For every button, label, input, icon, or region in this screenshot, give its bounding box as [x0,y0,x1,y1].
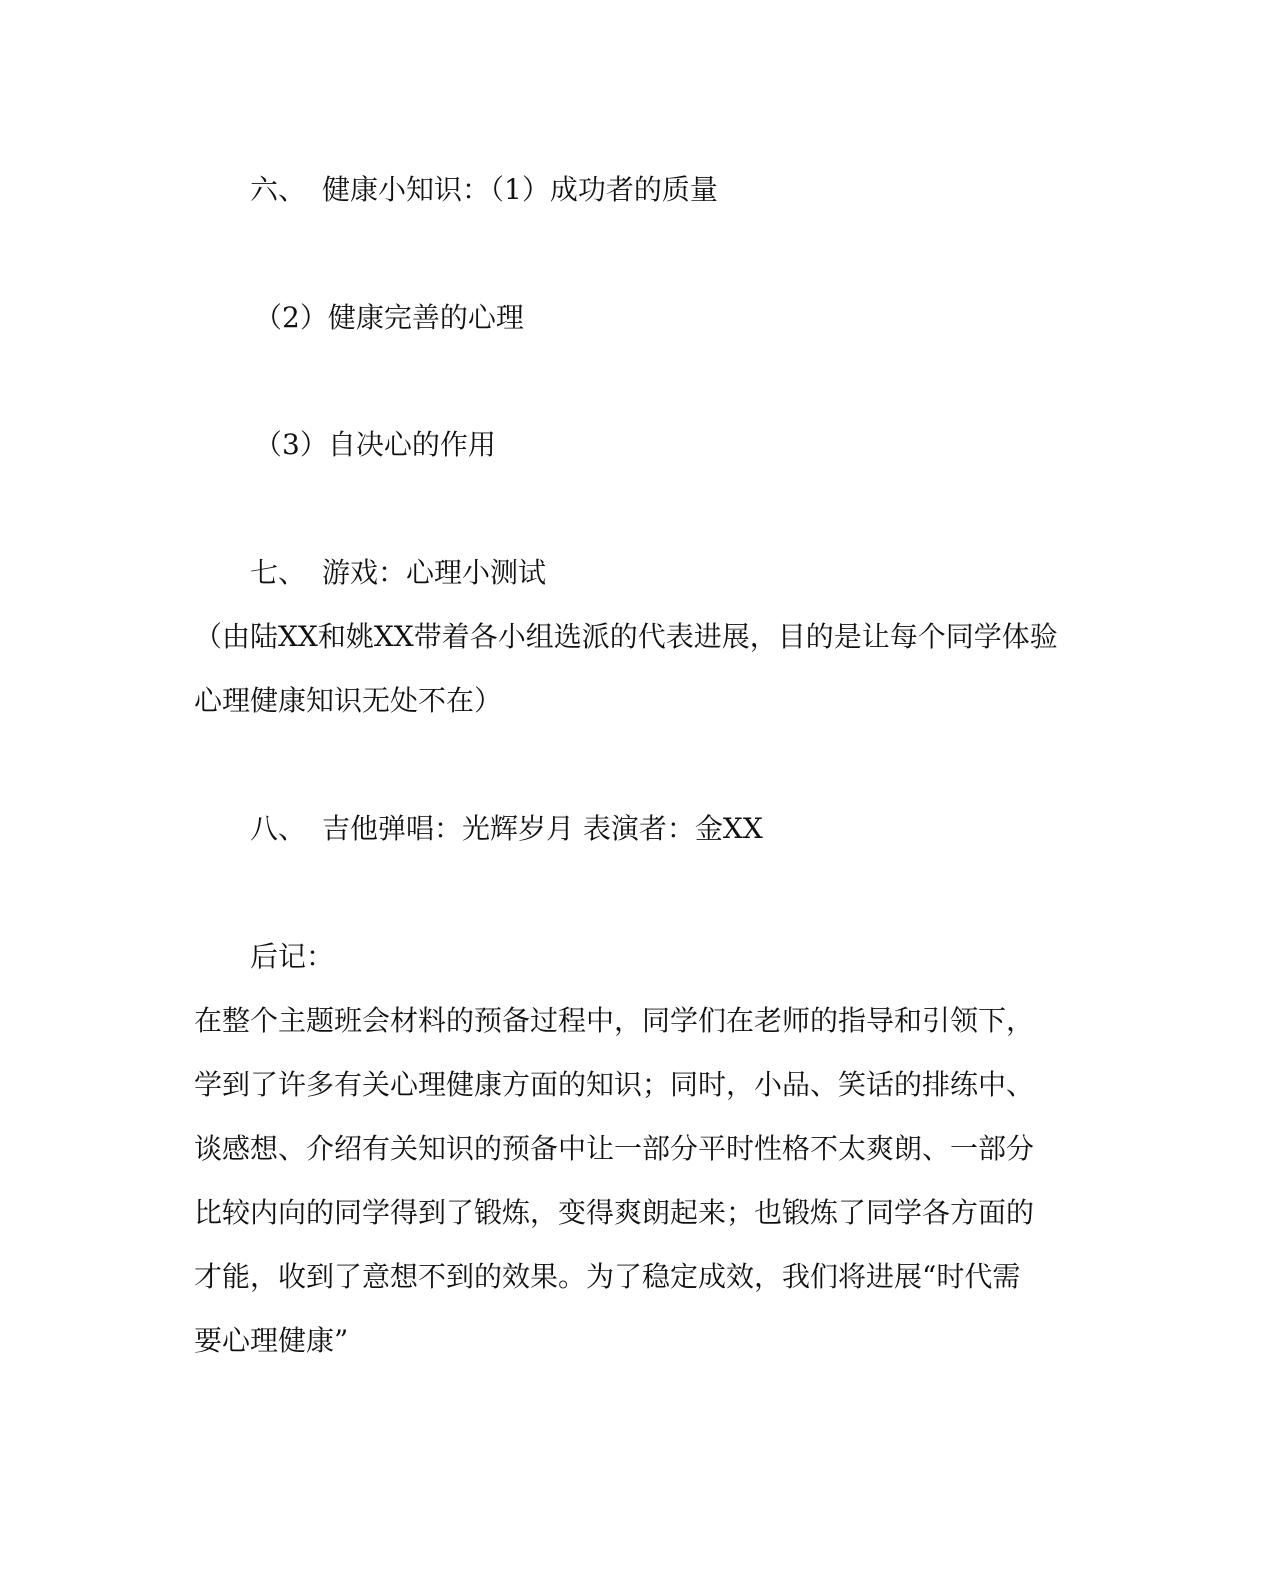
afterword-line: 在整个主题班会材料的预备过程中，同学们在老师的指导和引领下， [194,1004,1035,1037]
afterword-heading: 后记： [250,940,335,973]
section-7-note-line-2: 心理健康知识无处不在） [194,684,503,717]
section-7-text: 游戏：心理小测试 [322,556,547,589]
section-6-item-3: （3）自决心的作用 [254,428,496,461]
section-6-item-2: （2）健康完善的心理 [254,301,524,334]
afterword-line: 比较内向的同学得到了锻炼，变得爽朗起来；也锻炼了同学各方面的 [194,1196,1035,1229]
section-6-heading [250,170,718,210]
afterword-line: 学到了许多有关心理健康方面的知识；同时，小品、笑话的排练中、 [194,1068,1035,1101]
afterword-line: 要心理健康” [194,1324,349,1357]
afterword-line: 才能，收到了意想不到的效果。为了稳定成效，我们将进展“时代需 [194,1260,1021,1293]
section-7-number: 七、 [250,556,307,589]
section-8-number: 八、 [250,812,307,845]
section-6-text: 健康小知识：（1）成功者的质量 [322,173,718,206]
section-8-heading [250,809,763,849]
section-7-heading [250,553,546,593]
section-6-number: 六、 [250,173,307,206]
section-8-text: 吉他弹唱：光辉岁月 表演者：金XX [322,812,763,845]
afterword-line: 谈感想、介绍有关知识的预备中让一部分平时性格不太爽朗、一部分 [194,1132,1035,1165]
section-7-note-line-1: （由陆XX和姚XX带着各小组选派的代表进展，目的是让每个同学体验 [194,620,1058,653]
